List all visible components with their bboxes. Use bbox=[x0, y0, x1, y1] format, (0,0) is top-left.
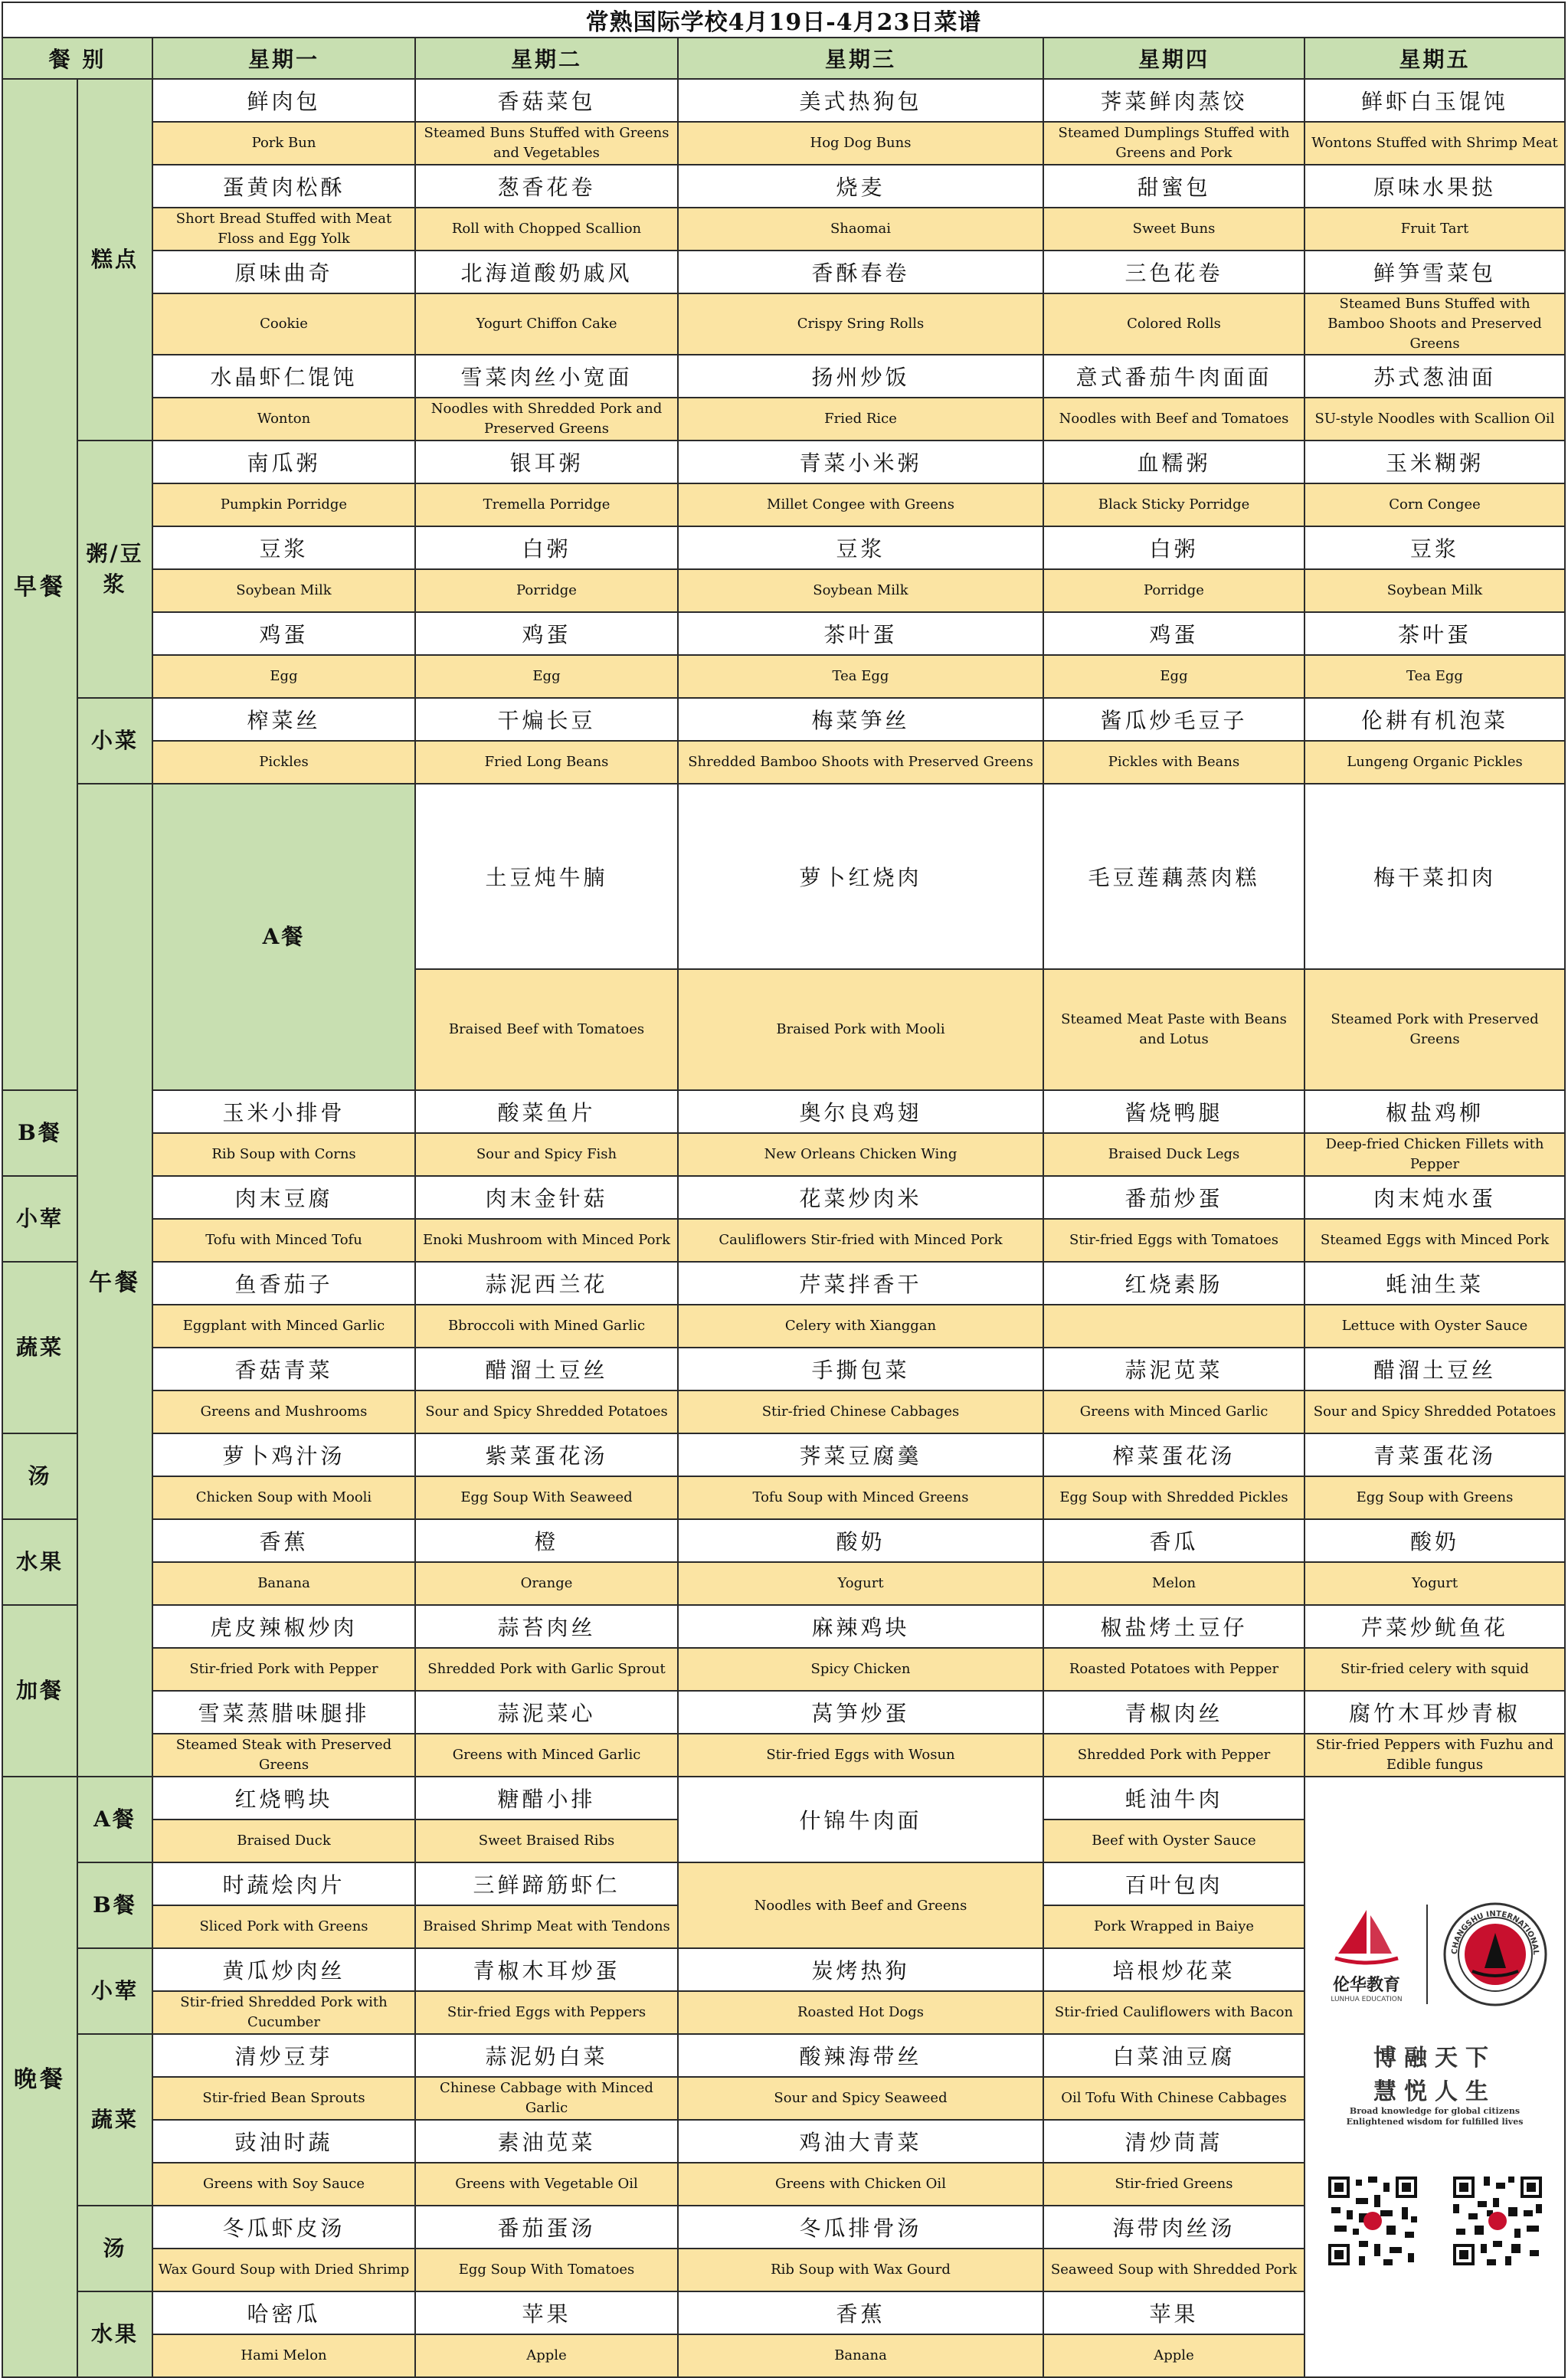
dish-en: Colored Rolls bbox=[1043, 293, 1304, 355]
dish-en: Porridge bbox=[415, 569, 678, 612]
dish-zh: 培根炒花菜 bbox=[1043, 1948, 1304, 1991]
dish-en: Stir-fried Peppers with Fuzhu and Edible fungus bbox=[1304, 1734, 1565, 1777]
category-label: 加餐 bbox=[2, 1605, 77, 1777]
dish-zh: 蛋黄肉松酥 bbox=[152, 165, 415, 208]
dish-zh: 白粥 bbox=[1043, 526, 1304, 569]
dish-zh: 橙 bbox=[415, 1519, 678, 1562]
dish-en: Noodles with Shredded Pork and Preserved Greens bbox=[415, 398, 678, 441]
day-header-mon: 星期一 bbox=[152, 38, 415, 79]
dish-en: Stir-fried Pork with Pepper bbox=[152, 1648, 415, 1691]
dish-zh: 黄瓜炒肉丝 bbox=[152, 1948, 415, 1991]
dish-en: Greens and Mushrooms bbox=[152, 1390, 415, 1433]
dish-en: Wax Gourd Soup with Dried Shrimp bbox=[152, 2249, 415, 2291]
dish-zh: 南瓜粥 bbox=[152, 441, 415, 483]
dish-en: Lungeng Organic Pickles bbox=[1304, 741, 1565, 784]
dish-zh: 肉末金针菇 bbox=[415, 1176, 678, 1219]
dish-en: Greens with Chicken Oil bbox=[678, 2163, 1043, 2206]
dish-zh: 青椒木耳炒蛋 bbox=[415, 1948, 678, 1991]
dish-en: Fruit Tart bbox=[1304, 208, 1565, 251]
dish-zh: 原味水果挞 bbox=[1304, 165, 1565, 208]
dish-zh: 蒜泥菜心 bbox=[415, 1691, 678, 1734]
dish-zh: 酱瓜炒毛豆子 bbox=[1043, 698, 1304, 741]
dish-zh-merged: 什锦牛肉面 bbox=[678, 1777, 1043, 1862]
dish-zh: 毛豆莲藕蒸肉糕 bbox=[1043, 784, 1304, 969]
category-label: 蔬菜 bbox=[77, 2034, 152, 2206]
school-seal-icon bbox=[1442, 1901, 1549, 2008]
dish-en: Egg Soup with Shredded Pickles bbox=[1043, 1476, 1304, 1519]
dish-en: Hog Dog Buns bbox=[678, 122, 1043, 165]
dish-zh: 土豆炖牛腩 bbox=[415, 784, 678, 969]
dish-en: Braised Duck bbox=[152, 1820, 415, 1862]
dish-zh: 手撕包菜 bbox=[678, 1348, 1043, 1390]
category-label: 汤 bbox=[2, 1433, 77, 1519]
dish-zh: 素油苋菜 bbox=[415, 2120, 678, 2163]
dish-zh: 鸡油大青菜 bbox=[678, 2120, 1043, 2163]
dish-zh: 榨菜蛋花汤 bbox=[1043, 1433, 1304, 1476]
dish-zh: 伦耕有机泡菜 bbox=[1304, 698, 1565, 741]
dish-en: Sweet Buns bbox=[1043, 208, 1304, 251]
slogan-en2: Enlightened wisdom for fulfilled lives bbox=[1346, 2117, 1524, 2127]
dish-zh: 银耳粥 bbox=[415, 441, 678, 483]
dish-zh: 苹果 bbox=[415, 2291, 678, 2334]
dish-zh: 海带肉丝汤 bbox=[1043, 2206, 1304, 2249]
dish-zh: 醋溜土豆丝 bbox=[1304, 1348, 1565, 1390]
dish-zh: 萝卜红烧肉 bbox=[678, 784, 1043, 969]
dish-zh: 青菜小米粥 bbox=[678, 441, 1043, 483]
dish-en: Stir-fried Bean Sprouts bbox=[152, 2077, 415, 2120]
dish-en: Pumpkin Porridge bbox=[152, 483, 415, 526]
meal-type-header: 餐 别 bbox=[2, 38, 152, 79]
dish-zh: 麻辣鸡块 bbox=[678, 1605, 1043, 1648]
dish-zh: 酸菜鱼片 bbox=[415, 1090, 678, 1133]
dish-zh: 萝卜鸡汁汤 bbox=[152, 1433, 415, 1476]
dish-zh: 鸡蛋 bbox=[1043, 612, 1304, 655]
dish-en: Steamed Meat Paste with Beans and Lotus bbox=[1043, 969, 1304, 1090]
school-seal bbox=[1442, 1901, 1549, 2008]
dish-zh: 虎皮辣椒炒肉 bbox=[152, 1605, 415, 1648]
dish-zh: 蒜泥苋菜 bbox=[1043, 1348, 1304, 1390]
dish-en: Sour and Spicy Fish bbox=[415, 1133, 678, 1176]
qr-code-icon bbox=[1450, 2173, 1545, 2268]
dish-zh: 美式热狗包 bbox=[678, 79, 1043, 122]
dish-zh: 酸奶 bbox=[1304, 1519, 1565, 1562]
branding-panel bbox=[1304, 1777, 1565, 2377]
dish-zh: 荠菜鲜肉蒸饺 bbox=[1043, 79, 1304, 122]
dish-en: Pickles bbox=[152, 741, 415, 784]
day-header-fri: 星期五 bbox=[1304, 38, 1565, 79]
dish-zh: 花菜炒肉米 bbox=[678, 1176, 1043, 1219]
seal-text: CHANGSHU INTERNATIONAL bbox=[1450, 1909, 1540, 1956]
dish-zh: 番茄蛋汤 bbox=[415, 2206, 678, 2249]
dish-en: Lettuce with Oyster Sauce bbox=[1304, 1305, 1565, 1348]
sail-logo-icon bbox=[1332, 1906, 1401, 1967]
day-header-tue: 星期二 bbox=[415, 38, 678, 79]
dish-zh: 冬瓜排骨汤 bbox=[678, 2206, 1043, 2249]
dish-en: Eggplant with Minced Garlic bbox=[152, 1305, 415, 1348]
dish-en: Wontons Stuffed with Shrimp Meat bbox=[1304, 122, 1565, 165]
dish-zh: 蒜苔肉丝 bbox=[415, 1605, 678, 1648]
dish-zh: 蚝油牛肉 bbox=[1043, 1777, 1304, 1820]
dish-zh: 茶叶蛋 bbox=[1304, 612, 1565, 655]
dish-en: Tea Egg bbox=[678, 655, 1043, 698]
dish-en: Steamed Buns Stuffed with Bamboo Shoots and Preserved Greens bbox=[1304, 293, 1565, 355]
dish-en: Egg bbox=[415, 655, 678, 698]
dish-en: Sweet Braised Ribs bbox=[415, 1820, 678, 1862]
dish-zh: 梅干菜扣肉 bbox=[1304, 784, 1565, 969]
dish-en: Sliced Pork with Greens bbox=[152, 1905, 415, 1948]
dish-zh: 白菜油豆腐 bbox=[1043, 2034, 1304, 2077]
dish-zh: 苹果 bbox=[1043, 2291, 1304, 2334]
dish-zh: 甜蜜包 bbox=[1043, 165, 1304, 208]
dish-en: Steamed Buns Stuffed with Greens and Vegetables bbox=[415, 122, 678, 165]
dish-en: Stir-fried Chinese Cabbages bbox=[678, 1390, 1043, 1433]
lunhua-logo bbox=[1321, 1906, 1413, 2003]
dish-en: Egg Soup With Tomatoes bbox=[415, 2249, 678, 2291]
dish-zh: 酱烧鸭腿 bbox=[1043, 1090, 1304, 1133]
dish-en: Shaomai bbox=[678, 208, 1043, 251]
dish-en: Hami Melon bbox=[152, 2334, 415, 2377]
dish-zh: 时蔬烩肉片 bbox=[152, 1862, 415, 1905]
dish-en: Roasted Potatoes with Pepper bbox=[1043, 1648, 1304, 1691]
dish-en: Crispy Sring Rolls bbox=[678, 293, 1043, 355]
category-label: 小菜 bbox=[77, 698, 152, 784]
dish-zh: 雪菜蒸腊味腿排 bbox=[152, 1691, 415, 1734]
dish-zh: 香酥春卷 bbox=[678, 251, 1043, 293]
dish-en: Corn Congee bbox=[1304, 483, 1565, 526]
dish-en: New Orleans Chicken Wing bbox=[678, 1133, 1043, 1176]
dish-en: Egg bbox=[152, 655, 415, 698]
header-row bbox=[2, 38, 1565, 79]
dish-en: Stir-fried Cauliflowers with Bacon bbox=[1043, 1991, 1304, 2034]
dish-en: Sour and Spicy Shredded Potatoes bbox=[415, 1390, 678, 1433]
dish-en: Greens with Minced Garlic bbox=[415, 1734, 678, 1777]
dish-en: Enoki Mushroom with Minced Pork bbox=[415, 1219, 678, 1262]
dish-en: Pickles with Beans bbox=[1043, 741, 1304, 784]
dish-zh: 蒜泥西兰花 bbox=[415, 1262, 678, 1305]
dish-zh: 三鲜蹄筋虾仁 bbox=[415, 1862, 678, 1905]
dish-en: Stir-fried Eggs with Tomatoes bbox=[1043, 1219, 1304, 1262]
slogan-line1: 博融天下 bbox=[1373, 2045, 1496, 2072]
dish-zh: 玉米糊粥 bbox=[1304, 441, 1565, 483]
dish-en: Millet Congee with Greens bbox=[678, 483, 1043, 526]
dish-en: Oil Tofu With Chinese Cabbages bbox=[1043, 2077, 1304, 2120]
category-label: 糕点 bbox=[77, 79, 152, 441]
dish-en: Short Bread Stuffed with Meat Floss and Egg Yolk bbox=[152, 208, 415, 251]
dish-en: Yogurt bbox=[678, 1562, 1043, 1605]
dish-zh: 椒盐烤土豆仔 bbox=[1043, 1605, 1304, 1648]
dish-zh: 芹菜炒鱿鱼花 bbox=[1304, 1605, 1565, 1648]
dish-zh: 酸辣海带丝 bbox=[678, 2034, 1043, 2077]
dish-en: Banana bbox=[152, 1562, 415, 1605]
dish-en: Steamed Steak with Preserved Greens bbox=[152, 1734, 415, 1777]
dish-zh: 醋溜土豆丝 bbox=[415, 1348, 678, 1390]
dish-zh: 豉油时蔬 bbox=[152, 2120, 415, 2163]
dish-en: SU-style Noodles with Scallion Oil bbox=[1304, 398, 1565, 441]
dish-en: Steamed Eggs with Minced Pork bbox=[1304, 1219, 1565, 1262]
dish-en: Cauliflowers Stir-fried with Minced Pork bbox=[678, 1219, 1043, 1262]
dish-zh: 北海道酸奶戚风 bbox=[415, 251, 678, 293]
dish-en: Rib Soup with Corns bbox=[152, 1133, 415, 1176]
dish-zh: 鲜笋雪菜包 bbox=[1304, 251, 1565, 293]
dish-zh: 红烧鸭块 bbox=[152, 1777, 415, 1820]
dish-en: Seaweed Soup with Shredded Pork bbox=[1043, 2249, 1304, 2291]
dish-en: Greens with Minced Garlic bbox=[1043, 1390, 1304, 1433]
dish-zh: 肉末豆腐 bbox=[152, 1176, 415, 1219]
dish-zh: 蚝油生菜 bbox=[1304, 1262, 1565, 1305]
dish-en: Sour and Spicy Seaweed bbox=[678, 2077, 1043, 2120]
dish-zh: 血糯粥 bbox=[1043, 441, 1304, 483]
dish-zh: 腐竹木耳炒青椒 bbox=[1304, 1691, 1565, 1734]
slogan-en1: Broad knowledge for global citizens bbox=[1349, 2106, 1521, 2116]
dish-en: Cookie bbox=[152, 293, 415, 355]
dish-en: Soybean Milk bbox=[1304, 569, 1565, 612]
dish-zh: 莴笋炒蛋 bbox=[678, 1691, 1043, 1734]
dish-en: Braised Beef with Tomatoes bbox=[415, 969, 678, 1090]
dish-zh: 紫菜蛋花汤 bbox=[415, 1433, 678, 1476]
dish-en: Roasted Hot Dogs bbox=[678, 1991, 1043, 2034]
dish-en: Chicken Soup with Mooli bbox=[152, 1476, 415, 1519]
dish-en: Tofu Soup with Minced Greens bbox=[678, 1476, 1043, 1519]
dish-en: Yogurt Chiffon Cake bbox=[415, 293, 678, 355]
dish-en: Braised Shrimp Meat with Tendons bbox=[415, 1905, 678, 1948]
dish-zh: 葱香花卷 bbox=[415, 165, 678, 208]
dish-zh: 香菇青菜 bbox=[152, 1348, 415, 1390]
dish-en: Sour and Spicy Shredded Potatoes bbox=[1304, 1390, 1565, 1433]
dish-zh: 茶叶蛋 bbox=[678, 612, 1043, 655]
dish-en: Melon bbox=[1043, 1562, 1304, 1605]
dish-en: Roll with Chopped Scallion bbox=[415, 208, 678, 251]
dish-en: Black Sticky Porridge bbox=[1043, 483, 1304, 526]
dish-zh: 水晶虾仁馄饨 bbox=[152, 355, 415, 398]
dish-en: Egg Soup with Greens bbox=[1304, 1476, 1565, 1519]
menu-title: 常熟国际学校4月19日-4月23日菜谱 bbox=[2, 2, 1565, 38]
dish-zh: 白粥 bbox=[415, 526, 678, 569]
dish-zh: 意式番茄牛肉面面 bbox=[1043, 355, 1304, 398]
dish-zh: 青菜蛋花汤 bbox=[1304, 1433, 1565, 1476]
slogan bbox=[1310, 2039, 1560, 2127]
category-label: A餐 bbox=[152, 784, 415, 1090]
dish-en: Tofu with Minced Tofu bbox=[152, 1219, 415, 1262]
dish-en: Egg bbox=[1043, 655, 1304, 698]
dish-en: Beef with Oyster Sauce bbox=[1043, 1820, 1304, 1862]
dish-zh: 烧麦 bbox=[678, 165, 1043, 208]
dish-zh: 冬瓜虾皮汤 bbox=[152, 2206, 415, 2249]
dish-en: Porridge bbox=[1043, 569, 1304, 612]
dish-zh: 蒜泥奶白菜 bbox=[415, 2034, 678, 2077]
dish-zh: 鱼香茄子 bbox=[152, 1262, 415, 1305]
category-label: 小荤 bbox=[2, 1176, 77, 1262]
dish-en-merged: Noodles with Beef and Greens bbox=[678, 1862, 1043, 1948]
dish-en: Chinese Cabbage with Minced Garlic bbox=[415, 2077, 678, 2120]
dish-en: Braised Duck Legs bbox=[1043, 1133, 1304, 1176]
dish-zh: 鸡蛋 bbox=[415, 612, 678, 655]
dish-zh: 炭烤热狗 bbox=[678, 1948, 1043, 1991]
category-label: 汤 bbox=[77, 2206, 152, 2291]
dish-zh: 扬州炒饭 bbox=[678, 355, 1043, 398]
qr-code-icon bbox=[1325, 2173, 1420, 2268]
category-label: 水果 bbox=[77, 2291, 152, 2377]
category-label: B餐 bbox=[77, 1862, 152, 1948]
dish-en: Apple bbox=[1043, 2334, 1304, 2377]
dish-en: Shredded Pork with Garlic Sprout bbox=[415, 1648, 678, 1691]
dish-zh: 百叶包肉 bbox=[1043, 1862, 1304, 1905]
category-label: 粥/豆浆 bbox=[77, 441, 152, 698]
dish-en: Egg Soup With Seaweed bbox=[415, 1476, 678, 1519]
dish-en: Shredded Bamboo Shoots with Preserved Greens bbox=[678, 741, 1043, 784]
dish-en: Rib Soup with Wax Gourd bbox=[678, 2249, 1043, 2291]
category-label: 小荤 bbox=[77, 1948, 152, 2034]
dish-en: Fried Rice bbox=[678, 398, 1043, 441]
dish-en: Soybean Milk bbox=[678, 569, 1043, 612]
dish-en: Bbroccoli with Mined Garlic bbox=[415, 1305, 678, 1348]
dish-zh: 雪菜肉丝小宽面 bbox=[415, 355, 678, 398]
dish-en: Apple bbox=[415, 2334, 678, 2377]
dish-en: Soybean Milk bbox=[152, 569, 415, 612]
dish-zh: 鲜虾白玉馄饨 bbox=[1304, 79, 1565, 122]
dish-en: Wonton bbox=[152, 398, 415, 441]
dish-zh: 红烧素肠 bbox=[1043, 1262, 1304, 1305]
dish-zh: 三色花卷 bbox=[1043, 251, 1304, 293]
lunhua-sub: LUNHUA EDUCATION bbox=[1331, 1995, 1403, 2003]
dish-en: Greens with Soy Sauce bbox=[152, 2163, 415, 2206]
dish-en: Stir-fried celery with squid bbox=[1304, 1648, 1565, 1691]
dish-en: Fried Long Beans bbox=[415, 741, 678, 784]
slogan-line2: 慧悦人生 bbox=[1373, 2078, 1496, 2105]
dish-zh: 清炒茼蒿 bbox=[1043, 2120, 1304, 2163]
category-label: 水果 bbox=[2, 1519, 77, 1605]
dish-zh: 鲜肉包 bbox=[152, 79, 415, 122]
dish-en: Tea Egg bbox=[1304, 655, 1565, 698]
dish-en: Stir-fried Eggs with Wosun bbox=[678, 1734, 1043, 1777]
dish-zh: 番茄炒蛋 bbox=[1043, 1176, 1304, 1219]
category-label: A餐 bbox=[77, 1777, 152, 1862]
dish-zh: 豆浆 bbox=[152, 526, 415, 569]
meal-label-lunch: 午餐 bbox=[77, 784, 152, 1777]
weekly-menu-table bbox=[2, 2, 1566, 2378]
dish-en: Celery with Xianggan bbox=[678, 1305, 1043, 1348]
day-header-thu: 星期四 bbox=[1043, 38, 1304, 79]
dish-en: Yogurt bbox=[1304, 1562, 1565, 1605]
dish-en bbox=[1043, 1305, 1304, 1348]
dish-zh: 苏式葱油面 bbox=[1304, 355, 1565, 398]
dish-en: Shredded Pork with Pepper bbox=[1043, 1734, 1304, 1777]
dish-en: Noodles with Beef and Tomatoes bbox=[1043, 398, 1304, 441]
dish-zh: 干煸长豆 bbox=[415, 698, 678, 741]
dish-zh: 芹菜拌香干 bbox=[678, 1262, 1043, 1305]
dish-zh: 椒盐鸡柳 bbox=[1304, 1090, 1565, 1133]
dish-zh: 榨菜丝 bbox=[152, 698, 415, 741]
category-label: B餐 bbox=[2, 1090, 77, 1176]
dish-zh: 玉米小排骨 bbox=[152, 1090, 415, 1133]
category-label: 蔬菜 bbox=[2, 1262, 77, 1433]
lunhua-name: 伦华教育 bbox=[1332, 1975, 1400, 1995]
dish-zh: 糖醋小排 bbox=[415, 1777, 678, 1820]
dish-en: Stir-fried Eggs with Peppers bbox=[415, 1991, 678, 2034]
dish-en: Braised Pork with Mooli bbox=[678, 969, 1043, 1090]
divider bbox=[1426, 1905, 1428, 2004]
dish-en: Banana bbox=[678, 2334, 1043, 2377]
dish-en: Steamed Pork with Preserved Greens bbox=[1304, 969, 1565, 1090]
dish-zh: 豆浆 bbox=[1304, 526, 1565, 569]
meal-label-breakfast: 早餐 bbox=[2, 79, 77, 1090]
dish-en: Stir-fried Shredded Pork with Cucumber bbox=[152, 1991, 415, 2034]
dish-en: Greens with Vegetable Oil bbox=[415, 2163, 678, 2206]
dish-zh: 青椒肉丝 bbox=[1043, 1691, 1304, 1734]
dish-en: Spicy Chicken bbox=[678, 1648, 1043, 1691]
dish-zh: 香瓜 bbox=[1043, 1519, 1304, 1562]
dish-zh: 香蕉 bbox=[152, 1519, 415, 1562]
dish-zh: 豆浆 bbox=[678, 526, 1043, 569]
day-header-wed: 星期三 bbox=[678, 38, 1043, 79]
dish-zh: 鸡蛋 bbox=[152, 612, 415, 655]
dish-zh: 酸奶 bbox=[678, 1519, 1043, 1562]
dish-zh: 荠菜豆腐羹 bbox=[678, 1433, 1043, 1476]
dish-zh: 香蕉 bbox=[678, 2291, 1043, 2334]
dish-en: Pork Wrapped in Baiye bbox=[1043, 1905, 1304, 1948]
dish-en: Pork Bun bbox=[152, 122, 415, 165]
meal-label-dinner: 晚餐 bbox=[2, 1777, 77, 2377]
dish-zh: 奥尔良鸡翅 bbox=[678, 1090, 1043, 1133]
dish-en: Tremella Porridge bbox=[415, 483, 678, 526]
dish-zh: 肉末炖水蛋 bbox=[1304, 1176, 1565, 1219]
dish-zh: 清炒豆芽 bbox=[152, 2034, 415, 2077]
dish-en: Deep-fried Chicken Fillets with Pepper bbox=[1304, 1133, 1565, 1176]
dish-en: Steamed Dumplings Stuffed with Greens and Pork bbox=[1043, 122, 1304, 165]
dish-zh: 哈密瓜 bbox=[152, 2291, 415, 2334]
dish-en: Stir-fried Greens bbox=[1043, 2163, 1304, 2206]
dish-zh: 梅菜笋丝 bbox=[678, 698, 1043, 741]
dish-zh: 原味曲奇 bbox=[152, 251, 415, 293]
dish-en: Orange bbox=[415, 1562, 678, 1605]
dish-zh: 香菇菜包 bbox=[415, 79, 678, 122]
